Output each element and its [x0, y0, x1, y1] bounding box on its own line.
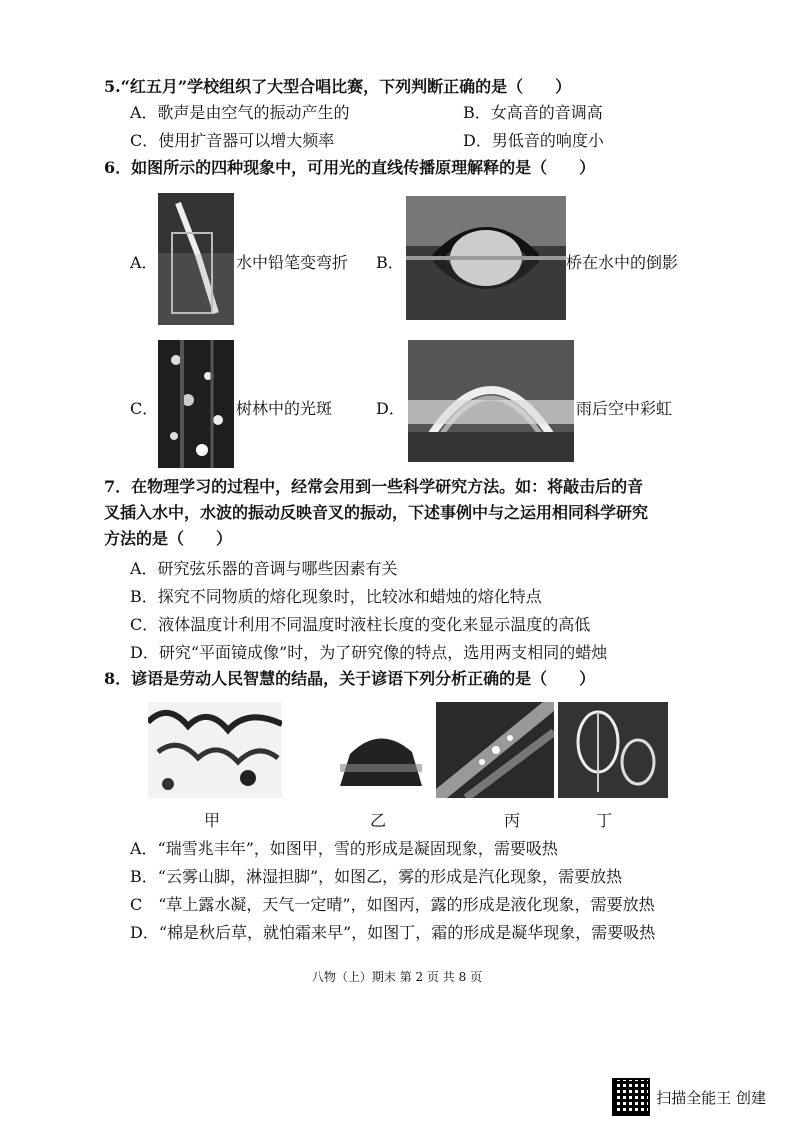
caption-bing: 丙	[504, 811, 521, 830]
caption-jia: 甲	[204, 811, 221, 830]
q8-option-d: D．“棉是秋后草，就怕霜来早”，如图丁，霜的形成是凝华现象，需要吸热	[130, 923, 656, 942]
q6-c-letter: C．	[130, 399, 159, 418]
snow-image	[148, 702, 282, 798]
forest-light-spots-image	[158, 340, 234, 468]
frost-image	[558, 702, 668, 798]
scanner-watermark	[612, 1078, 766, 1116]
q7-stem-line3: 方法的是（ ）	[104, 529, 233, 548]
dew-image	[436, 702, 554, 798]
q6-d-label: 雨后空中彩虹	[576, 399, 673, 418]
caption-yi: 乙	[370, 811, 387, 830]
q7-stem-line2: 叉插入水中，水波的振动反映音叉的振动，下述事例中与之运用相同科学研究	[104, 503, 649, 522]
scanner-label: 扫描全能王 创建	[656, 1088, 766, 1107]
q7-option-b: B．探究不同物质的熔化现象时，比较冰和蜡烛的熔化特点	[130, 587, 542, 606]
q7-option-c: C．液体温度计利用不同温度时液柱长度的变化来显示温度的高低	[130, 615, 591, 634]
q7-option-a: A．研究弦乐器的音调与哪些因素有关	[130, 559, 398, 578]
q7-stem-line1: 7．在物理学习的过程中，经常会用到一些科学研究方法。如：将敲击后的音	[104, 477, 644, 496]
q8-option-a: A．“瑞雪兆丰年”，如图甲，雪的形成是凝固现象，需要吸热	[130, 839, 558, 858]
q6-b-label: 桥在水中的倒影	[566, 253, 679, 272]
q8-stem: 8．谚语是劳动人民智慧的结晶，关于谚语下列分析正确的是（ ）	[104, 669, 596, 688]
page-footer: 八物（上）期末 第 2 页 共 8 页	[311, 970, 483, 984]
q7-option-d: D．研究“平面镜成像”时，为了研究像的特点，选用两支相同的蜡烛	[130, 643, 608, 662]
qr-code-icon	[612, 1078, 650, 1116]
q6-stem: 6．如图所示的四种现象中，可用光的直线传播原理解释的是（ ）	[104, 158, 596, 177]
q6-a-label: 水中铅笔变弯折	[236, 253, 349, 272]
q6-d-letter: D．	[376, 399, 405, 418]
q6-a-letter: A．	[130, 253, 158, 272]
q5-option-b: B．女高音的音调高	[463, 103, 603, 122]
q5-option-a: A．歌声是由空气的振动产生的	[130, 103, 350, 122]
q5-option-c: C．使用扩音器可以增大频率	[130, 131, 335, 150]
q6-c-label: 树林中的光斑	[236, 399, 333, 418]
fog-image	[340, 724, 422, 786]
q8-option-c: C “草上露水凝，天气一定晴”，如图丙，露的形成是液化现象，需要放热	[130, 895, 655, 914]
rainbow-image	[408, 340, 574, 462]
pencil-in-water-image	[158, 193, 234, 325]
q5-option-d: D．男低音的响度小	[463, 131, 604, 150]
q5-stem: 5.“红五月”学校组织了大型合唱比赛，下列判断正确的是（ ）	[104, 77, 572, 96]
q8-option-b: B．“云雾山脚，淋湿担脚”，如图乙，雾的形成是汽化现象，需要放热	[130, 867, 623, 886]
q6-b-letter: B．	[376, 253, 404, 272]
caption-ding: 丁	[596, 811, 613, 830]
bridge-reflection-image	[406, 196, 566, 320]
